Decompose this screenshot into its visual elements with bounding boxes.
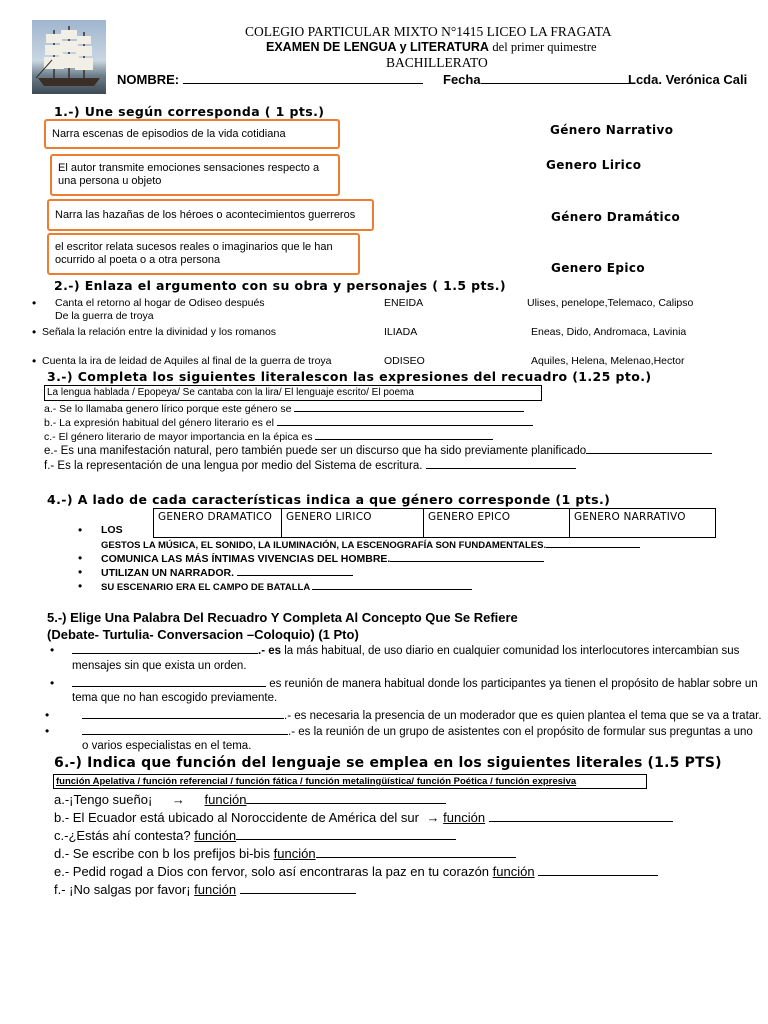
answer-line[interactable] <box>82 709 284 719</box>
answer-line[interactable] <box>236 830 456 840</box>
q6-func-c: función <box>194 828 237 843</box>
q3-item-e-text: e.- Es una manifestación natural, pero también puede ser un discurso que ha sido previamente planificado <box>44 445 587 457</box>
q5-item-4 <box>82 725 753 738</box>
name-label: NOMBRE: <box>117 72 180 87</box>
q4-item-1b <box>101 538 640 551</box>
bullet-icon: • <box>78 523 83 537</box>
q1-genre-3: Género Dramático <box>551 210 681 224</box>
q2-chars-1[interactable]: Ulises, penelope,Telemaco, Calipso <box>527 297 694 309</box>
q6-item-d-text: d.- Se escribe con b los prefijos bi-bis <box>54 846 271 861</box>
bullet-icon: • <box>50 676 55 690</box>
q6-item-e <box>54 864 658 879</box>
q3-item-a <box>44 402 524 415</box>
q3-item-b <box>44 416 533 429</box>
school-name: COLEGIO PARTICULAR MIXTO N°1415 LICEO LA FRAGATA <box>245 24 612 39</box>
answer-line[interactable] <box>489 812 673 822</box>
answer-line[interactable] <box>546 538 640 548</box>
q3-item-c-text: c.- El género literario de mayor importancia en la épica es <box>44 431 313 443</box>
q5-title: 5.-) Elige Una Palabra Del Recuadro Y Completa Al Concepto Que Se Refiere <box>47 610 518 625</box>
q5-item-4-cont: o varios especialistas en el tema. <box>82 740 252 752</box>
teacher-name: Lcda. Verónica Cali <box>628 72 748 87</box>
q5-item-2-text: es reunión de manera habitual donde los participantes ya tienen el propósito de hablar sobre un <box>269 678 758 690</box>
q5-item-3-text: es necesaria la presencia de un moderador que es quien plantea el tema que se va a tratar. <box>294 710 762 722</box>
answer-line[interactable] <box>316 848 516 858</box>
q1-box-1[interactable]: Narra escenas de episodios de la vida cotidiana <box>44 119 340 149</box>
answer-line[interactable] <box>426 459 576 469</box>
exam-title-bold: EXAMEN DE LENGUA y LITERATURA <box>266 40 489 54</box>
q4-item-2 <box>101 552 544 565</box>
arrow-right-icon: → <box>171 792 185 807</box>
answer-line[interactable] <box>390 552 544 562</box>
answer-line[interactable] <box>72 644 258 654</box>
q2-work-3[interactable]: ODISEO <box>384 355 425 367</box>
bullet-icon: • <box>32 325 37 339</box>
q4-item-4-text: SU ESCENARIO ERA EL CAMPO DE BATALLA <box>101 582 310 593</box>
bullet-icon: • <box>32 296 37 310</box>
q5-item-4-pre: .- <box>288 726 296 738</box>
bullet-icon: • <box>45 724 50 738</box>
q2-work-2[interactable]: ILIADA <box>384 326 418 338</box>
q5-item-2-cont: tema que no han escogido previamente. <box>72 692 278 704</box>
q2-chars-3[interactable]: Aquiles, Helena, Melenao,Hector <box>531 355 685 367</box>
q6-func-f: función <box>194 882 237 897</box>
bullet-icon: • <box>32 354 37 368</box>
exam-level: BACHILLERATO <box>386 55 488 70</box>
q6-item-b <box>54 810 673 825</box>
q6-title: 6.-) Indica que función del lenguaje se emplea en los siguientes literales (1.5 PTS) <box>54 755 722 771</box>
q4-title: 4.-) A lado de cada características indica a que género corresponde (1 pts.) <box>47 492 611 507</box>
q5-item-1-pre: .- es <box>258 645 282 657</box>
q6-item-c <box>54 828 456 843</box>
q6-item-c-text: c.-¿Estás ahí contesta? <box>54 828 191 843</box>
q5-item-1 <box>72 644 739 657</box>
q1-genre-1: Género Narrativo <box>550 123 674 137</box>
q4-item-2-text: COMUNICA LAS MÁS ÍNTIMAS VIVENCIAS DEL HOMBRE. <box>101 553 391 565</box>
answer-line[interactable] <box>277 416 533 426</box>
answer-line[interactable] <box>586 444 712 454</box>
answer-line[interactable] <box>72 677 266 687</box>
q3-item-b-text: b.- La expresión habitual del género literario es el <box>44 417 274 429</box>
answer-line[interactable] <box>246 794 446 804</box>
q6-item-a <box>54 792 446 807</box>
answer-line[interactable] <box>237 566 353 576</box>
q4-table-cell-lirico[interactable]: GENERO LIRICO <box>282 509 424 537</box>
date-row <box>443 72 631 87</box>
q5-item-1-cont: mensajes sin que exista un orden. <box>72 660 247 672</box>
q1-title: 1.-) Une según corresponda ( 1 pts.) <box>54 104 325 119</box>
exam-title-rest: del primer quimestre <box>492 40 597 54</box>
q1-genre-2: Genero Lirico <box>546 158 642 172</box>
answer-line[interactable] <box>315 430 493 440</box>
q2-chars-2[interactable]: Eneas, Dido, Andromaca, Lavinia <box>531 326 687 338</box>
q3-item-a-text: a.- Se lo llamaba genero lírico porque este género se <box>44 403 292 415</box>
sailing-ship-icon <box>32 20 106 94</box>
q3-item-c <box>44 430 493 443</box>
q1-box-2[interactable]: El autor transmite emociones sensaciones respecto a una persona u objeto <box>50 154 340 196</box>
exam-title <box>266 40 597 55</box>
q1-box-4[interactable]: el escritor relata sucesos reales o imaginarios que le han ocurrido al poeta o a otra persona <box>47 233 360 275</box>
q4-table-cell-narrativo[interactable]: GENERO NARRATIVO <box>574 511 686 523</box>
q6-item-f-text: f.- ¡No salgas por favor¡ <box>54 882 191 897</box>
date-field[interactable] <box>481 74 631 84</box>
arrow-right-icon: → <box>426 810 440 825</box>
q6-func-d: función <box>273 846 316 861</box>
q4-table-cell-dramatico[interactable]: GENERO DRAMATICO <box>154 509 282 537</box>
q2-arg-3: Cuenta la ira de leidad de Aquiles al final de la guerra de troya <box>42 355 332 367</box>
date-label: Fecha <box>443 72 481 87</box>
q3-item-f <box>44 459 576 472</box>
answer-line[interactable] <box>82 725 288 735</box>
q2-work-1[interactable]: ENEIDA <box>384 297 424 309</box>
q2-arg-1: Canta el retorno al hogar de Odiseo después <box>55 297 265 309</box>
q4-item-1b-text: GESTOS LA MÚSICA, EL SONIDO, LA ILUMINACIÓN, LA ESCENOGRAFÍA SON FUNDAMENTALES. <box>101 540 547 551</box>
q3-title: 3.-) Completa los siguientes literalescon las expresiones del recuadro (1.25 pto.) <box>47 369 652 384</box>
answer-line[interactable] <box>312 580 472 590</box>
answer-line[interactable] <box>240 884 356 894</box>
q2-arg-2: Señala la relación entre la divinidad y los romanos <box>42 326 277 338</box>
answer-line[interactable] <box>538 866 658 876</box>
bullet-icon: • <box>78 579 83 593</box>
q1-genre-4: Genero Epico <box>551 261 646 275</box>
q6-item-e-text: e.- Pedid rogad a Dios con fervor, solo así encontraras la paz en tu corazón <box>54 864 490 879</box>
school-logo <box>32 20 106 94</box>
answer-line[interactable] <box>294 402 524 412</box>
q3-word-box: La lengua hablada / Epopeya/ Se cantaba con la lira/ El lenguaje escrito/ El poema <box>44 385 542 401</box>
q4-genre-table <box>153 508 716 538</box>
q2-title: 2.-) Enlaza el argumento con su obra y personajes ( 1.5 pts.) <box>54 278 507 293</box>
q5-item-3 <box>82 709 762 722</box>
q5-subtitle: (Debate- Turtulia- Conversacion –Coloquio) (1 Pto) <box>47 627 359 642</box>
bullet-icon: • <box>78 551 83 565</box>
name-row <box>117 72 423 87</box>
q6-func-e: función <box>492 864 535 879</box>
q4-item-3 <box>101 566 353 579</box>
name-field[interactable] <box>183 74 423 84</box>
q6-word-box: función Apelativa / función referencial / función fática / función metalingüística/ función Poética / función expresiva <box>53 774 647 789</box>
q2-arg-1b: De la guerra de troya <box>55 310 154 322</box>
q5-item-2 <box>72 677 758 690</box>
q3-item-f-text: f.- Es la representación de una lengua por medio del Sistema de escritura. <box>44 460 423 472</box>
q6-item-d <box>54 846 516 861</box>
bullet-icon: • <box>78 565 83 579</box>
bullet-icon: • <box>50 643 55 657</box>
q4-table-cell-epico[interactable]: GENERO EPICO <box>424 509 570 537</box>
q4-item-4 <box>101 580 472 593</box>
bullet-icon: • <box>45 708 50 722</box>
q4-item-1a: LOS <box>101 524 123 536</box>
q6-func-b: función <box>443 810 486 825</box>
q6-item-f <box>54 882 356 897</box>
q3-item-e <box>44 444 712 457</box>
q1-box-3[interactable]: Narra las hazañas de los héroes o acontecimientos guerreros <box>47 199 374 231</box>
q5-item-1-text: la más habitual, de uso diario en cualquier comunidad los interlocutores intercambian sus <box>284 645 740 657</box>
q6-item-a-text: a.-¡Tengo sueño¡ <box>54 792 153 807</box>
q6-item-b-text: b.- El Ecuador está ubicado al Noroccidente de América del sur <box>54 810 419 825</box>
q5-item-4-text: es la reunión de un grupo de asistentes con el propósito de formular sus preguntas a uno <box>298 726 753 738</box>
q4-item-3-text: UTILIZAN UN NARRADOR. <box>101 567 234 579</box>
q5-item-3-pre: .- <box>284 710 292 722</box>
q6-func-a: función <box>204 792 247 807</box>
